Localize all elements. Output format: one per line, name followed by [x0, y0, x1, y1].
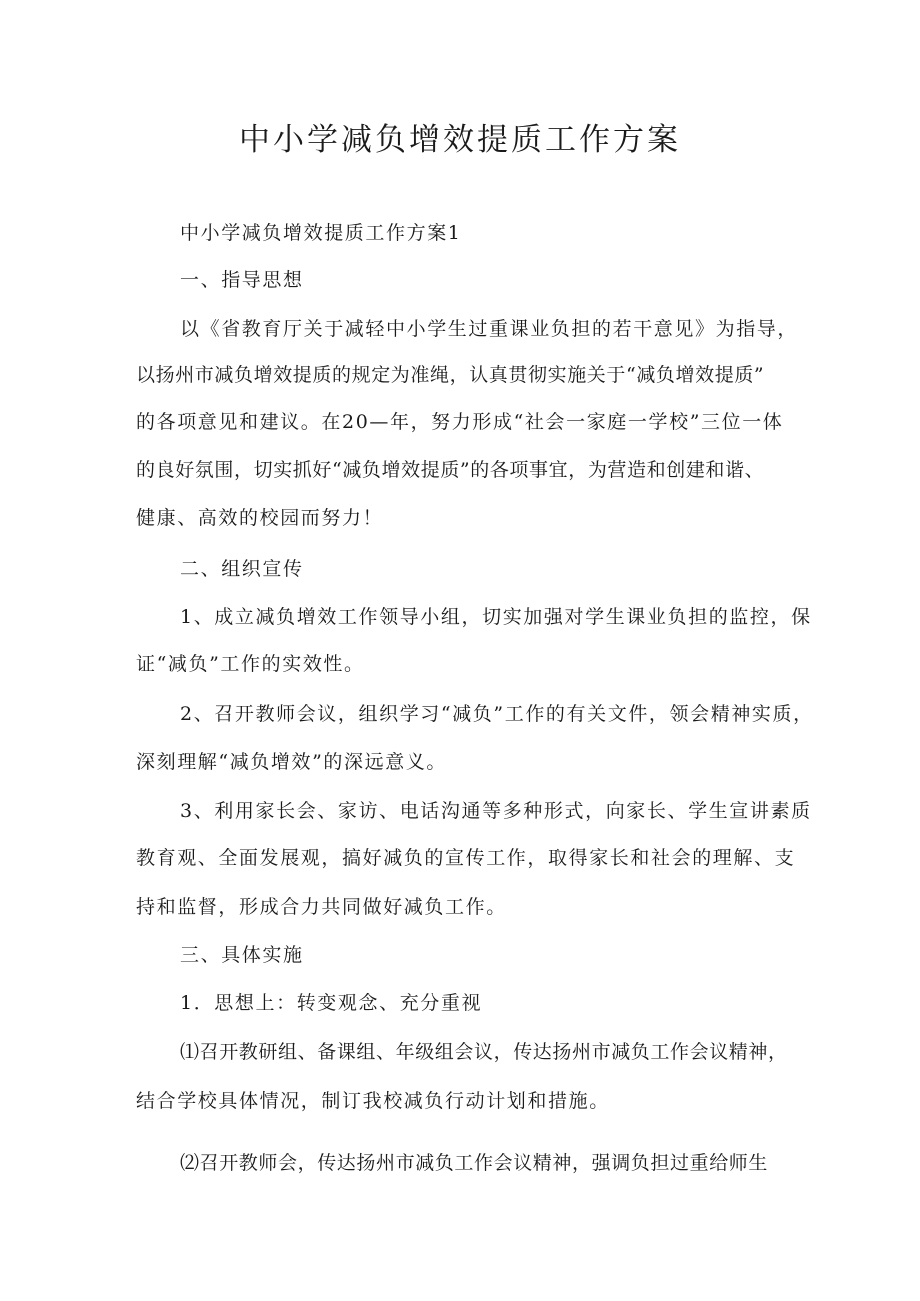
paragraph-line: 深刻理解“减负增效”的深远意义。: [136, 751, 448, 773]
paragraph-line: 持和监督，形成合力共同做好减负工作。: [136, 896, 507, 918]
subsection-heading: 1．思想上：转变观念、充分重视: [180, 992, 483, 1014]
subtitle-line: 中小学减负增效提质工作方案1: [180, 222, 462, 244]
document-title: 中小学减负增效提质工作方案: [239, 122, 681, 158]
paragraph-line: 2、召开教师会议，组织学习“减负”工作的有关文件，领会精神实质，: [180, 703, 814, 725]
paragraph-line: 3、利用家长会、家访、电话沟通等多种形式，向家长、学生宣讲素质: [180, 800, 812, 822]
section-heading: 一、指导思想: [180, 269, 304, 291]
paragraph-line: 的良好氛围，切实抓好“减负增效提质”的各项事宜，为营造和创建和谐、: [136, 459, 765, 481]
paragraph-line: ⑴召开教研组、备课组、年级组会议，传达扬州市减负工作会议精神，: [180, 1041, 788, 1063]
section-heading: 二、组织宣传: [180, 558, 304, 580]
paragraph-line: ⑵召开教师会，传达扬州市减负工作会议精神，强调负担过重给师生: [180, 1152, 769, 1174]
paragraph-line: 教育观、全面发展观，搞好减负的宣传工作，取得家长和社会的理解、支: [136, 847, 796, 869]
paragraph-line: 的各项意见和建议。在20—年，努力形成“社会一家庭一学校”三位一体: [136, 411, 784, 433]
section-heading: 三、具体实施: [180, 944, 304, 966]
paragraph-line: 1、成立减负增效工作领导小组，切实加强对学生课业负担的监控，保: [180, 606, 812, 628]
paragraph-line: 结合学校具体情况，制订我校减负行动计划和措施。: [136, 1090, 610, 1112]
paragraph-line: 以扬州市减负增效提质的规定为准绳，认真贯彻实施关于“减负增效提质”: [136, 364, 765, 386]
paragraph-line: 证“减负”工作的实效性。: [136, 653, 365, 675]
paragraph-line: 健康、高效的校园而努力！: [136, 507, 384, 529]
paragraph-line: 以《省教育厅关于减轻中小学生过重课业负担的若干意见》为指导，: [180, 318, 799, 340]
